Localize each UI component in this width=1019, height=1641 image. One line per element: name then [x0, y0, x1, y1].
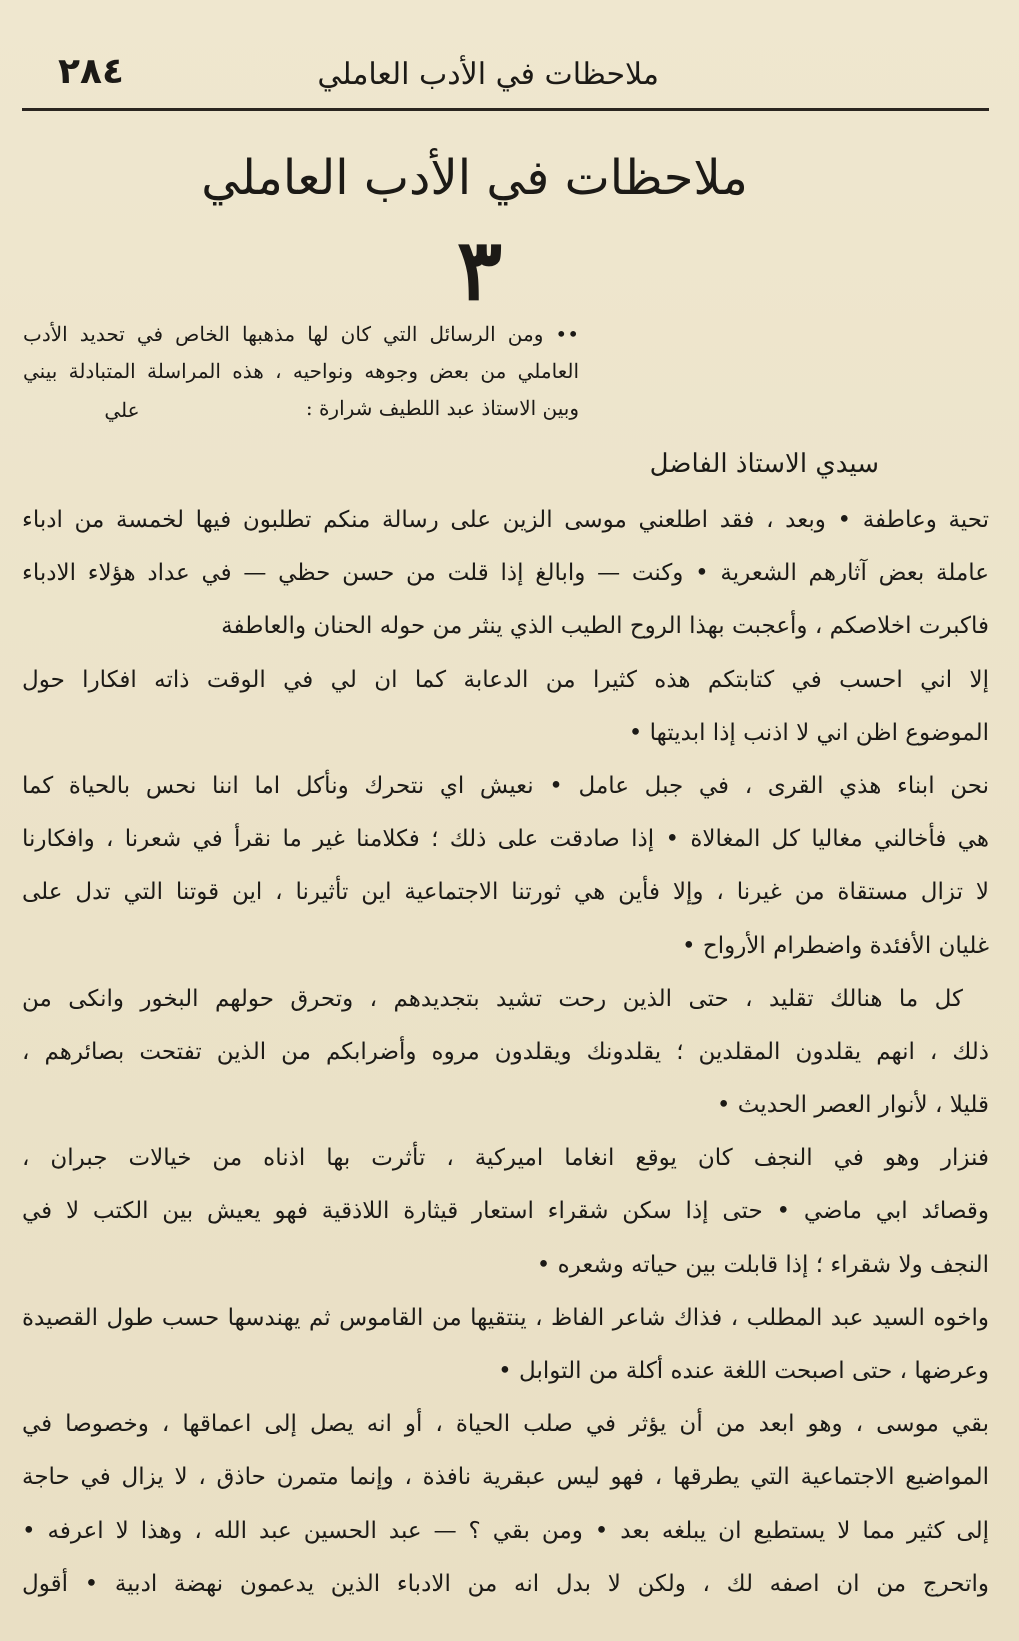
- body-line: هي فأخالني مغاليا كل المغالاة • إذا صادقت على ذلك ؛ فكلامنا غير ما نقرأ في شعرنا ، وافكارنا: [22, 826, 989, 853]
- salutation: سيدي الاستاذ الفاضل: [649, 449, 879, 479]
- page-number: ٢٨٤: [58, 51, 124, 92]
- body-line: إلا اني احسب في كتابتكم هذه كثيرا من الدعابة كما ان لي في الوقت ذاته افكارا حول: [22, 666, 989, 693]
- body-line: تحية وعاطفة • وبعد ، فقد اطلعني موسى الزين على رسالة منكم تطلبون فيها لخمسة من ادباء: [22, 507, 989, 533]
- body-line: واتحرج من ان اصفه لك ، ولكن لا بدل انه من الادباء الذين يدعمون نهضة ادبية • أقول: [22, 1570, 989, 1597]
- part-number-text: ٣: [456, 220, 503, 319]
- letter-body: [22, 494, 989, 1611]
- article-title: [0, 148, 1019, 208]
- body-line: عاملة بعض آثارهم الشعرية • وكنت — وابالغ إذا قلت من حسن حظي — في عداد هؤلاء الادباء: [22, 560, 989, 587]
- running-title: ملاحظات في الأدب العاملي: [317, 57, 659, 92]
- intro-author: علي: [104, 398, 140, 422]
- body-line: بقي موسى ، وهو ابعد من أن يؤثر في صلب الحياة ، أو انه يصل إلى اعماقها ، وخصوصا في: [22, 1411, 989, 1438]
- body-line: وعرضها ، حتى اصبحت اللغة عنده أكلة من التوابل •: [498, 1358, 989, 1384]
- body-line: واخوه السيد عبد المطلب ، فذاك شاعر الفاظ ، ينتقيها من القاموس ثم يهندسها حسب طول القصيدة: [22, 1304, 989, 1331]
- header-rule: [22, 108, 989, 111]
- article-title-text: ملاحظات في الأدب العاملي: [201, 150, 748, 206]
- body-line: إلى كثير مما لا يستطيع ان يبلغه بعد • ومن بقي ؟ — عبد الحسين عبد الله ، وهذا لا اعرفه •: [22, 1517, 989, 1544]
- body-line: الموضوع اظن اني لا اذنب إذا ابديتها •: [628, 719, 989, 746]
- body-line: المواضيع الاجتماعية التي يطرقها ، فهو ليس عبقرية نافذة ، وإنما متمرن حاذق ، لا يزال في حاجة: [22, 1464, 989, 1491]
- intro-line: وبين الاستاذ عبد اللطيف شرارة :: [305, 396, 579, 420]
- body-line: النجف ولا شقراء ؛ إذا قابلت بين حياته وشعره •: [536, 1251, 989, 1278]
- body-line: وقصائد ابي ماضي • حتى إذا سكن شقراء استعار قيثارة اللاذقية فهو يعيش بين الكتب لا في: [22, 1198, 989, 1225]
- intro-line: •• ومن الرسائل التي كان لها مذهبها الخاص في تحديد الأدب: [23, 322, 579, 346]
- body-line: غليان الأفئدة واضطرام الأرواح •: [681, 932, 989, 959]
- part-number: [0, 222, 1019, 318]
- body-line: فاكبرت اخلاصكم ، وأعجبت بهذا الروح الطيب الذي ينثر من حوله الحنان والعاطفة: [221, 613, 989, 640]
- body-line: ذلك ، انهم يقلدون المقلدين ؛ يقلدونك ويقلدون مروه وأضرابكم من الذين تفتحت بصائرهم ،: [22, 1038, 989, 1065]
- running-header: [20, 52, 989, 100]
- body-line: كل ما هنالك تقليد ، حتى الذين رحت تشيد بتجديدهم ، وتحرق حولهم البخور وانكى من: [22, 985, 963, 1012]
- body-line: نحن ابناء هذي القرى ، في جبل عامل • نعيش اي نتحرك ونأكل اما اننا نحس بالحياة كما: [22, 772, 989, 799]
- body-line: لا تزال مستقاة من غيرنا ، وإلا فأين هي ثورتنا الاجتماعية اين تأثيرنا ، اين قوتنا التي تدل على: [22, 879, 989, 906]
- intro-line: العاملي من بعض وجوهه ونواحيه ، هذه المراسلة المتبادلة بيني: [23, 359, 579, 383]
- body-line: فنزار وهو في النجف كان يوقع انغاما اميركية ، تأثرت بها اذناه من خيالات جبران ،: [22, 1145, 989, 1172]
- body-line: قليلا ، لأنوار العصر الحديث •: [716, 1092, 989, 1119]
